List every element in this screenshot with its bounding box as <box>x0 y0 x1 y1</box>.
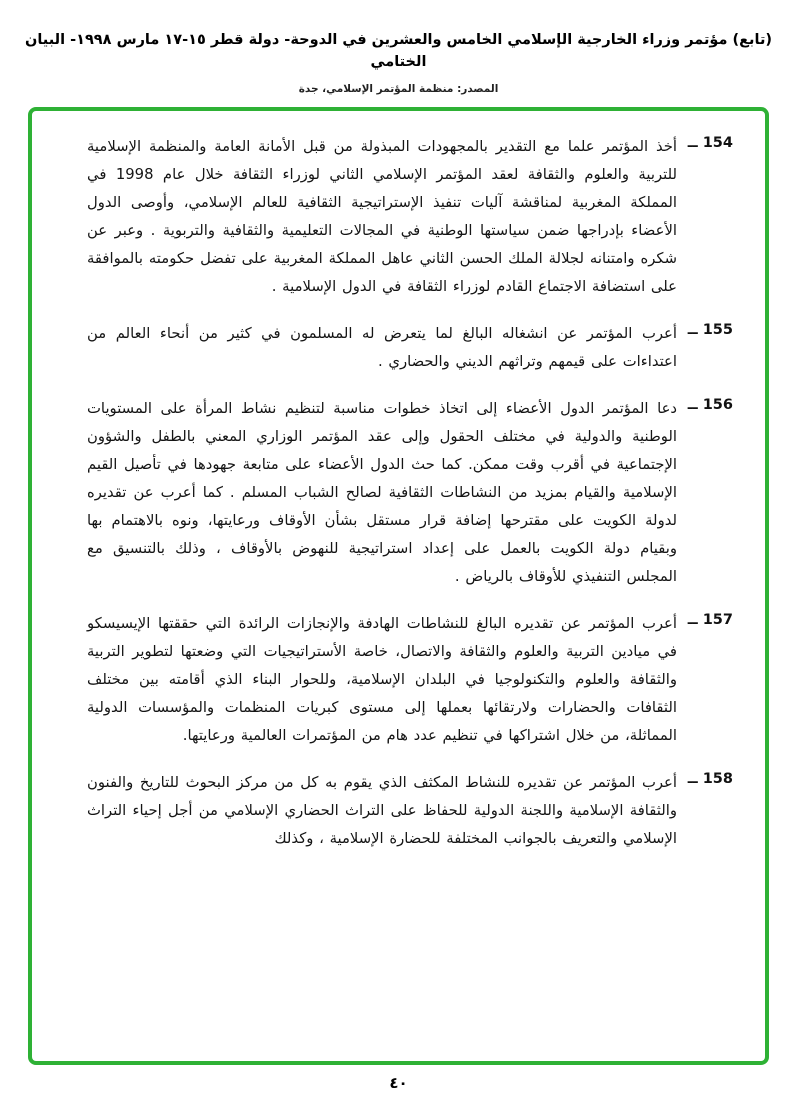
page-number: ٤٠ <box>389 1074 408 1092</box>
paragraph-155 <box>87 320 733 376</box>
paragraph-text: دعا المؤتمر الدول الأعضاء إلى اتخاذ خطوات مناسبة لتنظيم نشاط المرأة على المستويات الوطنية والدولية في مختلف الحقول وإلى عقد المؤتمر الوزاري المعني بالطفل والشؤون الإجتماعية في أقرب وقت ممكن. كما حث الدول الأعضاء على متابعة جهودها في تأصيل القيم الإسلامية والقيام بمزيد من النشاطات الثقافية لصالح الشباب المسلم . كما أعرب عن تقديره لدولة الكويت على مقترحها إضافة قرار مستقل بشأن الأوقاف ورعايتها، ونوه بالاهتمام بها وبقيام دولة الكويت بالعمل على إعداد استراتيجية للنهوض بالأوقاف ، وذلك بالتنسيق مع المجلس التنفيذي للأوقاف بالرياض . <box>87 400 677 585</box>
content-frame <box>28 107 769 1065</box>
paragraph-text: أعرب المؤتمر عن انشغاله البالغ لما يتعرض له المسلمون في كثير من أنحاء العالم من اعتداءات على قيمهم وتراثهم الديني والحضاري . <box>87 325 677 370</box>
paragraph-number: 154 ــ <box>687 135 733 151</box>
paragraph-number: 155 ــ <box>687 322 733 338</box>
paragraph-text: أخذ المؤتمر علما مع التقدير بالمجهودات المبذولة من قبل الأمانة العامة والمنظمة الإسلامية للتربية والعلوم والثقافة لعقد المؤتمر الإسلامي الثاني لوزراء الثقافة خلال عام 1998 في المملكة المغربية لمناقشة آليات تنفيذ الإستراتيجية الثقافية للعالم الإسلامي، وأوصى الدول الأعضاء بإدراجها ضمن سياستها الوطنية في المجالات التعليمية والثقافية والتربوية . وعبر عن شكره وامتنانه لجلالة الملك الحسن الثاني عاهل المملكة المغربية على تفضل حكومته بالموافقة على استضافة الاجتماع القادم لوزراء الثقافة في الدول الإسلامية . <box>87 138 677 295</box>
paragraph-number: 158 ــ <box>687 771 733 787</box>
paragraph-157 <box>87 610 733 750</box>
page-footer <box>0 1073 797 1092</box>
paragraph-158 <box>87 769 733 853</box>
document-header <box>0 0 797 95</box>
paragraph-number: 156 ــ <box>687 397 733 413</box>
paragraph-156 <box>87 395 733 591</box>
paragraph-number: 157 ــ <box>687 612 733 628</box>
paragraph-154 <box>87 133 733 301</box>
paragraph-text: أعرب المؤتمر عن تقديره للنشاط المكثف الذي يقوم به كل من مركز البحوث للتاريخ والفنون والثقافة الإسلامية واللجنة الدولية للحفاظ على التراث الحضاري الإسلامي من أجل إحياء التراث الإسلامي والتعريف بالجوانب المختلفة للحضارة الإسلامية ، وكذلك <box>87 774 677 847</box>
paragraph-text: أعرب المؤتمر عن تقديره البالغ للنشاطات الهادفة والإنجازات الرائدة التي حققتها الإيسيسكو في ميادين التربية والعلوم والثقافة والاتصال، خاصة الأستراتيجيات التي وضعتها لتطوير التربية والثقافة والعلوم والتكنولوجيا في البلدان الإسلامية، وللحوار البناء الذي أقامته بين مختلف الثقافات والحضارات ولارتقائها بعملها إلى مستوى كبريات المنظمات والمؤسسات الدولية المماثلة، من خلال اشتراكها في تنظيم عدد هام من المؤتمرات العالمية ورعايتها. <box>87 615 677 744</box>
source-line: المصدر: منظمة المؤتمر الإسلامي، جدة <box>298 82 499 95</box>
document-title: (تابع) مؤتمر وزراء الخارجية الإسلامي الخامس والعشرين في الدوحة- دولة قطر ١٥-١٧ مارس ١٩٩٨- البيان الختامي <box>24 32 773 70</box>
